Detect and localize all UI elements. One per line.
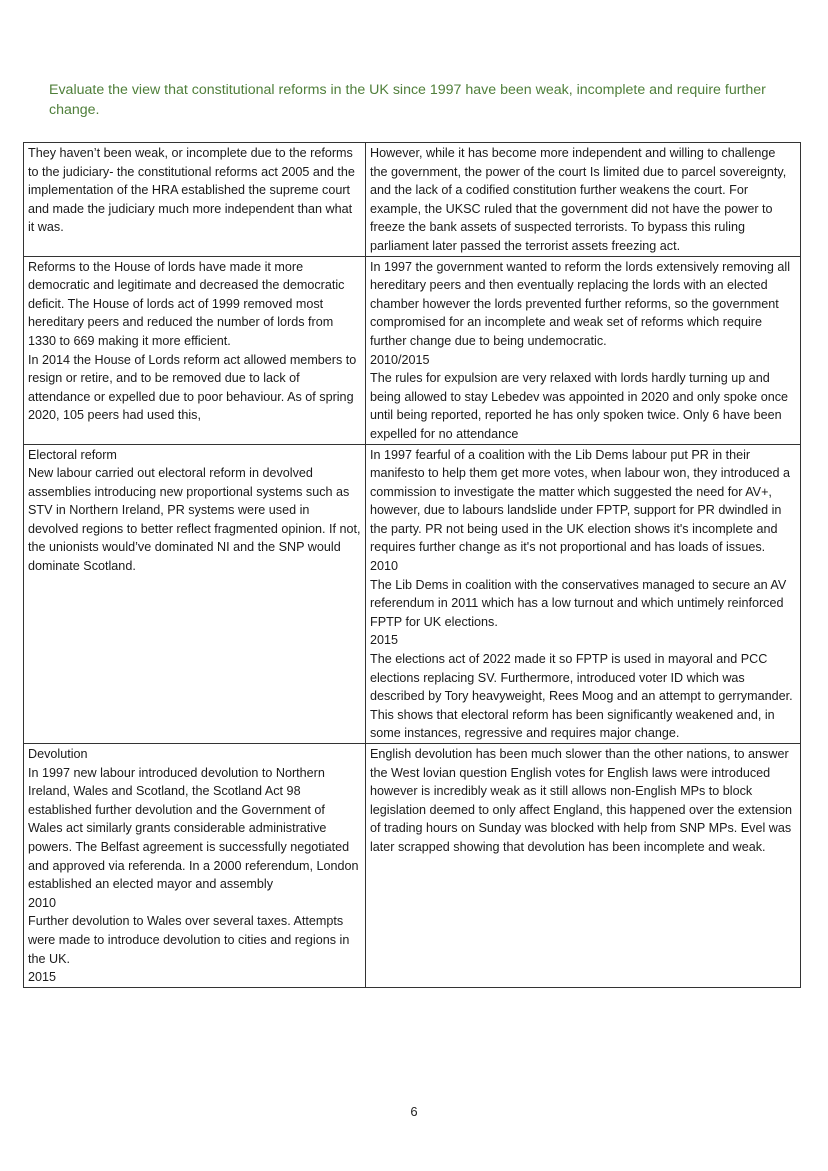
table-cell-devolution-argument: Devolution In 1997 new labour introduced devolution to Northern Ireland, Wales and Scotland, the Scotland Act 98 established further devolution and the Government of Wales act similarly grants considerable administrative powers. The Belfast agreement is successfully negotiated and approved via referenda. In a 2000 referendum, London established an elected mayor and assembly 2010 Further devolution to Wales over several taxes. Attempts were made to introduce devolution to cities and regions in the UK. 2015 [24, 744, 366, 988]
table-cell-judiciary-counter: However, while it has become more independent and willing to challenge the government, the power of the court Is limited due to parcel sovereignty, and the lack of a codified constitution further weakens the court. For example, the UKSC ruled that the government did not have the power to freeze the bank assets of suspected terrorists. To bypass this ruling parliament later passed the terrorist assets freezing act. [366, 143, 801, 257]
table-cell-judiciary-argument: They haven’t been weak, or incomplete due to the reforms to the judiciary- the constitutional reforms act 2005 and the implementation of the HRA established the supreme court and made the judiciary much more independent than what it was. [24, 143, 366, 257]
argument-table [23, 142, 801, 988]
table-row-judiciary [24, 143, 801, 257]
table-row-devolution [24, 744, 801, 988]
table-cell-electoral-argument: Electoral reform New labour carried out electoral reform in devolved assemblies introducing new proportional systems such as STV in Northern Ireland, PR systems were used in devolved regions to better reflect fragmented opinion. If not, the unionists would’ve dominated NI and the SNP would dominate Scotland. [24, 444, 366, 744]
essay-question-heading: Evaluate the view that constitutional reforms in the UK since 1997 have been weak, incomplete and require further change. [49, 82, 766, 118]
page-number: 6 [410, 1104, 418, 1119]
table-row-house-of-lords [24, 256, 801, 444]
table-cell-lords-counter: In 1997 the government wanted to reform the lords extensively removing all hereditary peers and then eventually replacing the lords with an elected chamber however the lords prevented further reforms, so the government compromised for an incomplete and weak set of reforms which require further change due to being undemocratic. 2010/2015 The rules for expulsion are very relaxed with lords hardly turning up and being allowed to stay Lebedev was appointed in 2020 and only spoke once until being reported, reported he has only spoken twice. Only 6 have been expelled for no attendance [366, 256, 801, 444]
table-row-electoral-reform [24, 444, 801, 744]
table-cell-electoral-counter: In 1997 fearful of a coalition with the Lib Dems labour put PR in their manifesto to help them get more votes, when labour won, they introduced a commission to investigate the matter which suggested the need for AV+, however, due to labours landslide under FPTP, support for PR dwindled in the party. PR not being used in the UK election shows it's incomplete and requires further change as it's not proportional and has loads of issues. 2010 The Lib Dems in coalition with the conservatives managed to secure an AV referendum in 2011 which has a low turnout and which untimely reinforced FPTP for UK elections. 2015 The elections act of 2022 made it so FPTP is used in mayoral and PCC elections replacing SV. Furthermore, introduced voter ID which was described by Tory heavyweight, Rees Moog and an attempt to gerrymander. This shows that electoral reform has been significantly weakened and, in some instances, regressive and requires major change. [366, 444, 801, 744]
table-cell-lords-argument: Reforms to the House of lords have made it more democratic and legitimate and decreased the democratic deficit. The House of lords act of 1999 removed most hereditary peers and reduced the number of lords from 1330 to 669 making it more efficient. In 2014 the House of Lords reform act allowed members to resign or retire, and to be removed due to lack of attendance or expelled due to poor behaviour. As of spring 2020, 105 peers had used this, [24, 256, 366, 444]
table-cell-devolution-counter: English devolution has been much slower than the other nations, to answer the West lovian question English votes for English laws were introduced however is incredibly weak as it still allows non-English MPs to block legislation deemed to only affect England, this happened over the extension of trading hours on Sunday was blocked with help from SNP MPs. Evel was later scrapped showing that devolution has been incomplete and weak. [366, 744, 801, 988]
